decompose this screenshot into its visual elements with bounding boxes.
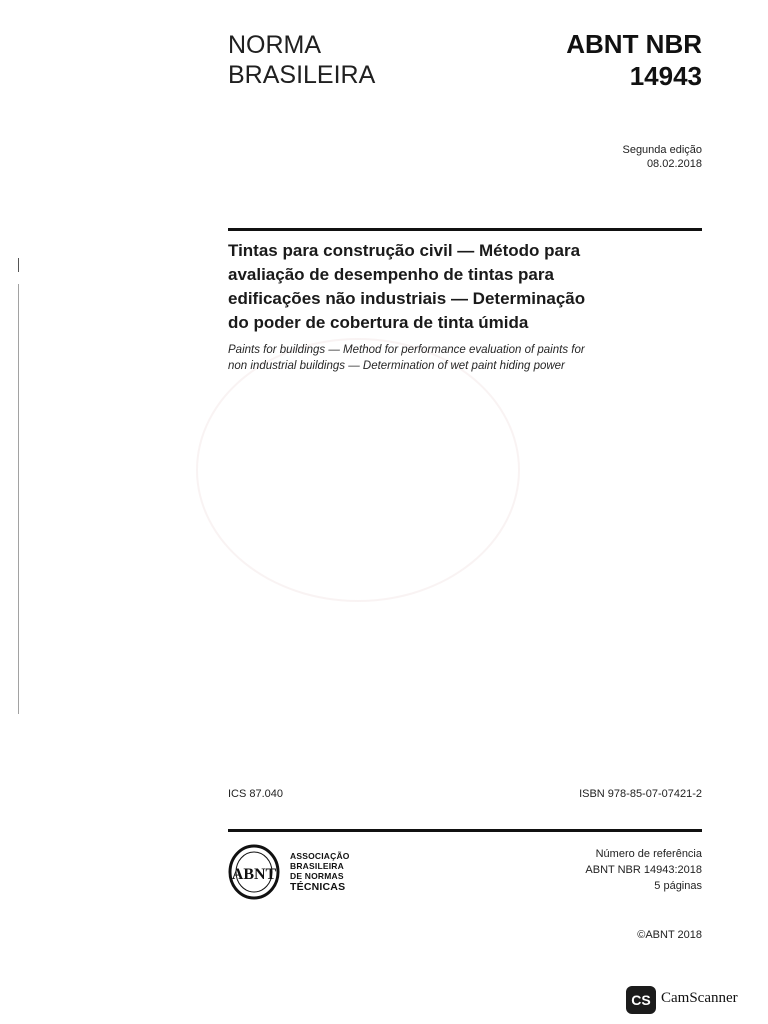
edition-info bbox=[622, 143, 702, 171]
reference-value: ABNT NBR 14943:2018 bbox=[585, 864, 702, 876]
camscanner-label: CamScanner bbox=[661, 990, 738, 1006]
isbn-code: ISBN 978-85-07-07421-2 bbox=[579, 788, 702, 800]
title-en-line: Paints for buildings — Method for performance evaluation of paints for bbox=[228, 344, 585, 356]
association-name bbox=[290, 851, 350, 893]
title-pt-line: avaliação de desempenho de tintas para bbox=[228, 265, 554, 284]
edition-label: Segunda edição bbox=[622, 144, 702, 156]
standard-prefix: ABNT NBR bbox=[566, 29, 702, 59]
edition-date: 08.02.2018 bbox=[646, 158, 702, 170]
scan-edge-mark bbox=[18, 258, 19, 272]
association-line: ASSOCIAÇÃO bbox=[290, 851, 350, 861]
reference-label: Número de referência bbox=[595, 848, 702, 860]
title-english bbox=[228, 342, 702, 374]
norma-brasileira-heading bbox=[228, 30, 468, 90]
title-portuguese bbox=[228, 239, 702, 335]
footer-rule bbox=[228, 829, 702, 832]
ics-code: ICS 87.040 bbox=[228, 788, 284, 800]
standard-code: 14943 bbox=[629, 61, 702, 91]
title-en-line: non industrial buildings — Determination of wet paint hiding power bbox=[228, 360, 565, 372]
reference-block bbox=[585, 846, 702, 894]
abnt-logo-icon bbox=[228, 844, 280, 900]
camscanner-logo-icon: CS bbox=[626, 986, 656, 1014]
copyright-notice: ©ABNT 2018 bbox=[637, 929, 702, 941]
association-line: TÉCNICAS bbox=[290, 881, 346, 893]
watermark-seal bbox=[196, 338, 520, 602]
association-line: BRASILEIRA bbox=[290, 861, 344, 871]
association-line: DE NORMAS bbox=[290, 871, 344, 881]
brasileira-line: BRASILEIRA bbox=[228, 61, 376, 89]
abnt-logo-text: ABNT bbox=[231, 866, 277, 883]
title-pt-line: do poder de cobertura de tinta úmida bbox=[228, 313, 529, 332]
standard-number bbox=[566, 28, 702, 92]
title-rule bbox=[228, 228, 702, 231]
title-pt-line: Tintas para construção civil — Método para bbox=[228, 241, 581, 260]
page-count: 5 páginas bbox=[654, 880, 702, 892]
title-pt-line: edificações não industriais — Determinação bbox=[228, 289, 586, 308]
scan-edge-mark bbox=[18, 284, 19, 714]
norma-line: NORMA bbox=[228, 31, 322, 59]
